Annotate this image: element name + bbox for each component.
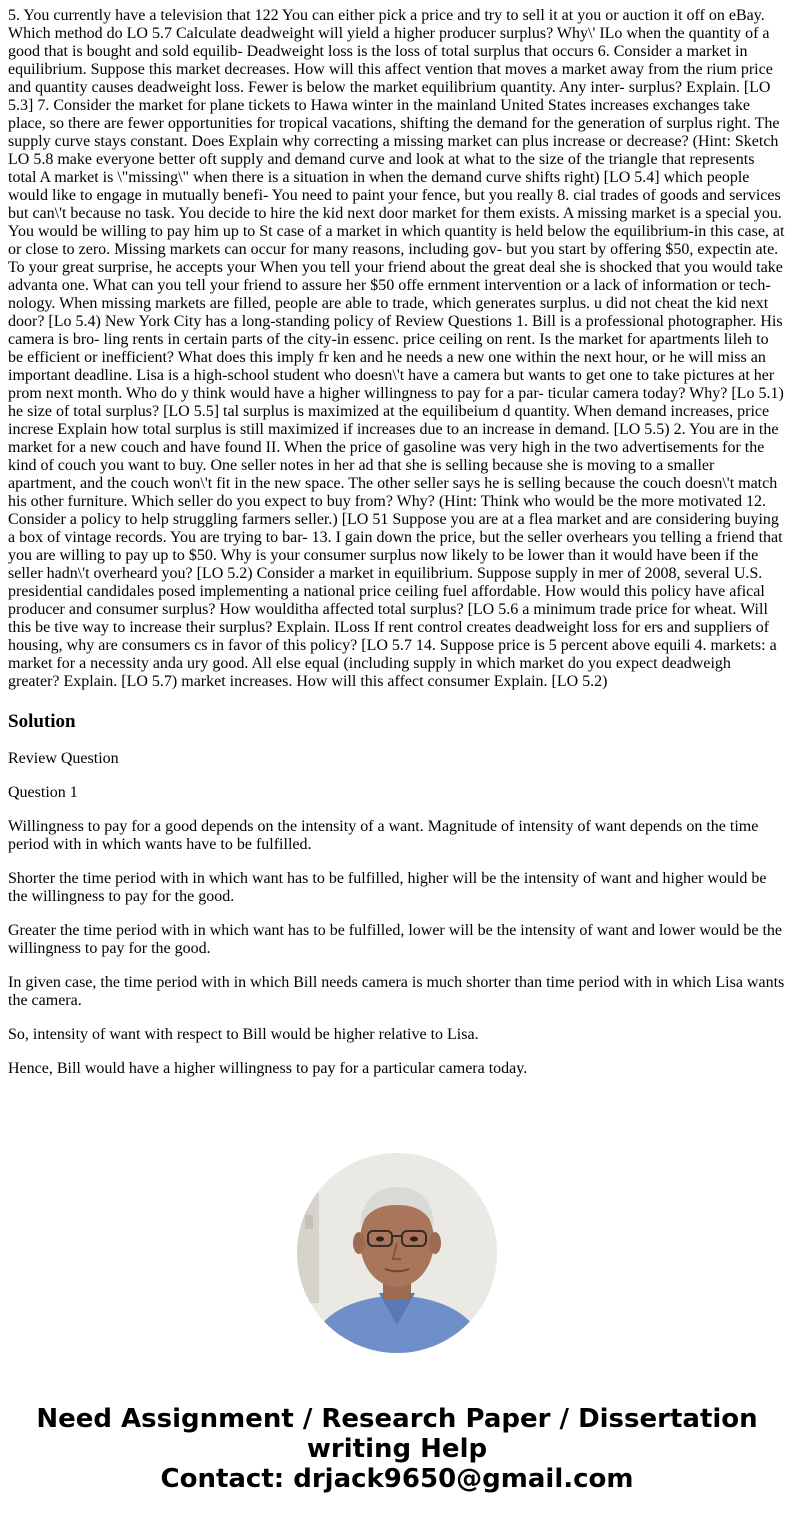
- author-avatar: [297, 1153, 497, 1353]
- answer-paragraph: In given case, the time period with in which Bill needs camera is much shorter than time period with in which Lisa wants the camera.: [8, 974, 785, 1009]
- answer-paragraph: Greater the time period with in which want has to be fulfilled, lower will be the intensity of want and lower would be the willingness to pay for the good.: [8, 922, 783, 957]
- answer-paragraph: Question 1: [8, 784, 78, 801]
- answer-paragraph: So, intensity of want with respect to Bill would be higher relative to Lisa.: [8, 1026, 479, 1043]
- answer-paragraph: Willingness to pay for a good depends on the intensity of a want. Magnitude of intensity of want depends on the time period with in which wants have to be fulfilled.: [8, 818, 759, 853]
- answer-paragraph: Hence, Bill would have a higher willingness to pay for a particular camera today.: [8, 1060, 528, 1077]
- question-text: 5. You currently have a television that 122 You can either pick a price and try to sell it at you or auction it off on eBay. Which method do LO 5.7 Calculate deadweight will yield a higher producer surplus? Why\' ILo when the quantity of a good that is bought and sold equilib- Deadweight loss is the loss of total surplus that occurs 6. Consider a market in equilibrium. Suppose this market decreases. How will this affect vention that moves a market away from the rium price and quantity causes deadweight loss. Fewer is below the market equilibrium quantity. Any inter- surplus? Explain. [LO 5.3] 7. Consider the market for plane tickets to Hawa winter in the mainland United States increases exchanges take place, so there are fewer opportunities for tropical vacations, shifting the demand for the generation of surplus right. The supply curve stays constant. Does Explain why correcting a missing market can plus increase or decrease? (Hint: Sketch LO 5.8 make everyone better oft supply and demand curve and look at what to the size of the triangle that represents total A market is \"missing\" when there is a situation in when the demand curve shifts right) [LO 5.4] which people would like to engage in mutually benefi- You need to paint your fence, but you really 8. cial trades of goods and services but can\'t because no task. You decide to hire the kid next door market for them exists. A missing market is a special you. You would be willing to pay him up to St case of a market in which quantity is held below the equilibrium-in this case, at or close to zero. Missing markets can occur for many reasons, including gov- but you start by offering $50, expectin ate. To your great surprise, he accepts your When you tell your friend about the great deal she is shocked that you would take advanta one. What can you tell your friend to assure her $50 offe ernment intervention or a lack of information or tech- nology. When missing markets are filled, people are able to trade, which generates surplus. u did not cheat the kid next door? [Lo 5.4) New York City has a long-standing policy of Review Questions 1. Bill is a professional photographer. His camera is bro- ling rents in certain parts of the city-in essenc. price ceiling on rent. Is the market for apartments lileh to be efficient or inefficient? What does this imply fr ken and he needs a new one within the next hour, or he will miss an important deadline. Lisa is a high-school student who doesn\'t have a camera but wants to get one to take pictures at her prom next month. Who do y think would have a higher willingness to pay for a par- ticular camera today? Why? [Lo 5.1) he size of total surplus? [LO 5.5] tal surplus is maximized at the equilibeium d quantity. When demand increases, price increse Explain how total surplus is still maximized if increases due to an increase in demand. [LO 5.5) 2. You are in the market for a new couch and have found II. When the price of gasoline was very high in the two advertisements for the kind of couch you want to buy. One seller notes in her ad that she is selling because she is moving to a smaller apartment, and the couch won\'t fit in the new space. The other seller says he is selling because the couch doesn\'t match his other furniture. Which seller do you expect to buy from? Why? (Hint: Think who would be the more motivated 12. Consider a policy to help struggling farmers seller.) [LO 51 Suppose you are at a flea market and are considering buying a box of vintage records. You are trying to bar- 13. I gain down the price, but the seller overhears you telling a friend that you are willing to pay up to $50. Why is your consumer surplus now likely to be lower than it would have been if the seller hadn\'t overheard you? [LO 5.2) Consider a market in equilibrium. Suppose supply in mer of 2008, several U.S. presidential candidales posed implementing a national price ceiling fuel affordable. How would this policy have afical producer and consumer surplus? How woulditha affected total surplus? [LO 5.6 a minimum trade price for wheat. Will this be tive way to increase their surplus? Explain. ILoss If rent control creates deadweight loss for ers and suppliers of housing, why are consumers cs in favor of this policy? [LO 5.7 14. Suppose price is 5 percent above equili 4. markets: a market for a necessity anda ury good. All else equal (including supply in which market do you expect deadweigh greater? Explain. [LO 5.7) market increases. How will this affect consumer Explain. [LO 5.2): [8, 7, 785, 690]
- contact-email: Contact: drjack9650@gmail.com: [160, 1464, 634, 1494]
- answer-paragraph: Shorter the time period with in which want has to be fulfilled, higher will be the intensity of want and higher would be the willingness to pay for the good.: [8, 870, 767, 905]
- answer-paragraph: Review Question: [8, 750, 119, 767]
- author-portrait-image: [297, 1153, 497, 1353]
- promo-line: Need Assignment / Research Paper / Dissertation: [36, 1404, 758, 1434]
- solution-body: [8, 750, 786, 1094]
- solution-heading: Solution: [8, 711, 76, 732]
- promo-banner: [0, 1404, 794, 1494]
- promo-line: writing Help: [306, 1434, 488, 1464]
